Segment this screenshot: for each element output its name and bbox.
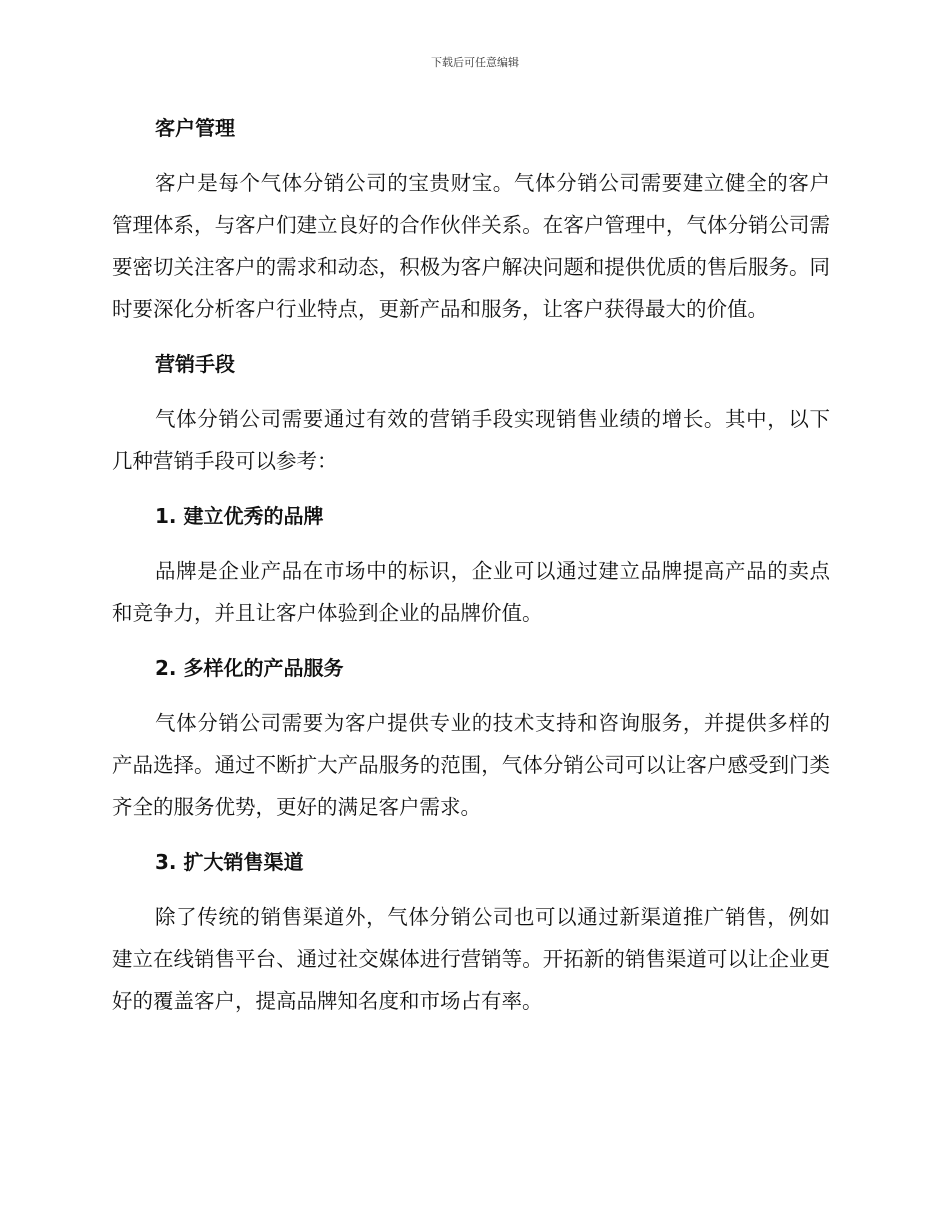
section-paragraph-sales-channels: 除了传统的销售渠道外，气体分销公司也可以通过新渠道推广销售，例如建立在线销售平台、通过社交媒体进行营销等。开拓新的销售渠道可以让企业更好的覆盖客户，提高品牌知名度和市场占有率。 xyxy=(112,905,830,1013)
page-header: 下载后可任意编辑 xyxy=(431,56,519,69)
document-body xyxy=(112,107,830,1022)
section-heading-customer-management: 客户管理 xyxy=(155,116,235,140)
section-heading-marketing-methods: 营销手段 xyxy=(155,352,235,376)
section-paragraph-product-services: 气体分销公司需要为客户提供专业的技术支持和咨询服务，并提供多样的产品选择。通过不断扩大产品服务的范围，气体分销公司可以让客户感受到门类齐全的服务优势，更好的满足客户需求。 xyxy=(112,711,830,819)
section-heading-brand: 1. 建立优秀的品牌 xyxy=(155,504,324,528)
section-paragraph-customer-management: 客户是每个气体分销公司的宝贵财宝。气体分销公司需要建立健全的客户管理体系，与客户们建立良好的合作伙伴关系。在客户管理中，气体分销公司需要密切关注客户的需求和动态，积极为客户解决问题和提供优质的售后服务。同时要深化分析客户行业特点，更新产品和服务，让客户获得最大的价值。 xyxy=(112,171,830,321)
section-heading-sales-channels: 3. 扩大销售渠道 xyxy=(155,850,304,874)
section-heading-product-services: 2. 多样化的产品服务 xyxy=(155,656,344,680)
section-paragraph-marketing-methods: 气体分销公司需要通过有效的营销手段实现销售业绩的增长。其中，以下几种营销手段可以参考： xyxy=(112,407,830,473)
section-paragraph-brand: 品牌是企业产品在市场中的标识，企业可以通过建立品牌提高产品的卖点和竞争力，并且让客户体验到企业的品牌价值。 xyxy=(112,559,830,625)
